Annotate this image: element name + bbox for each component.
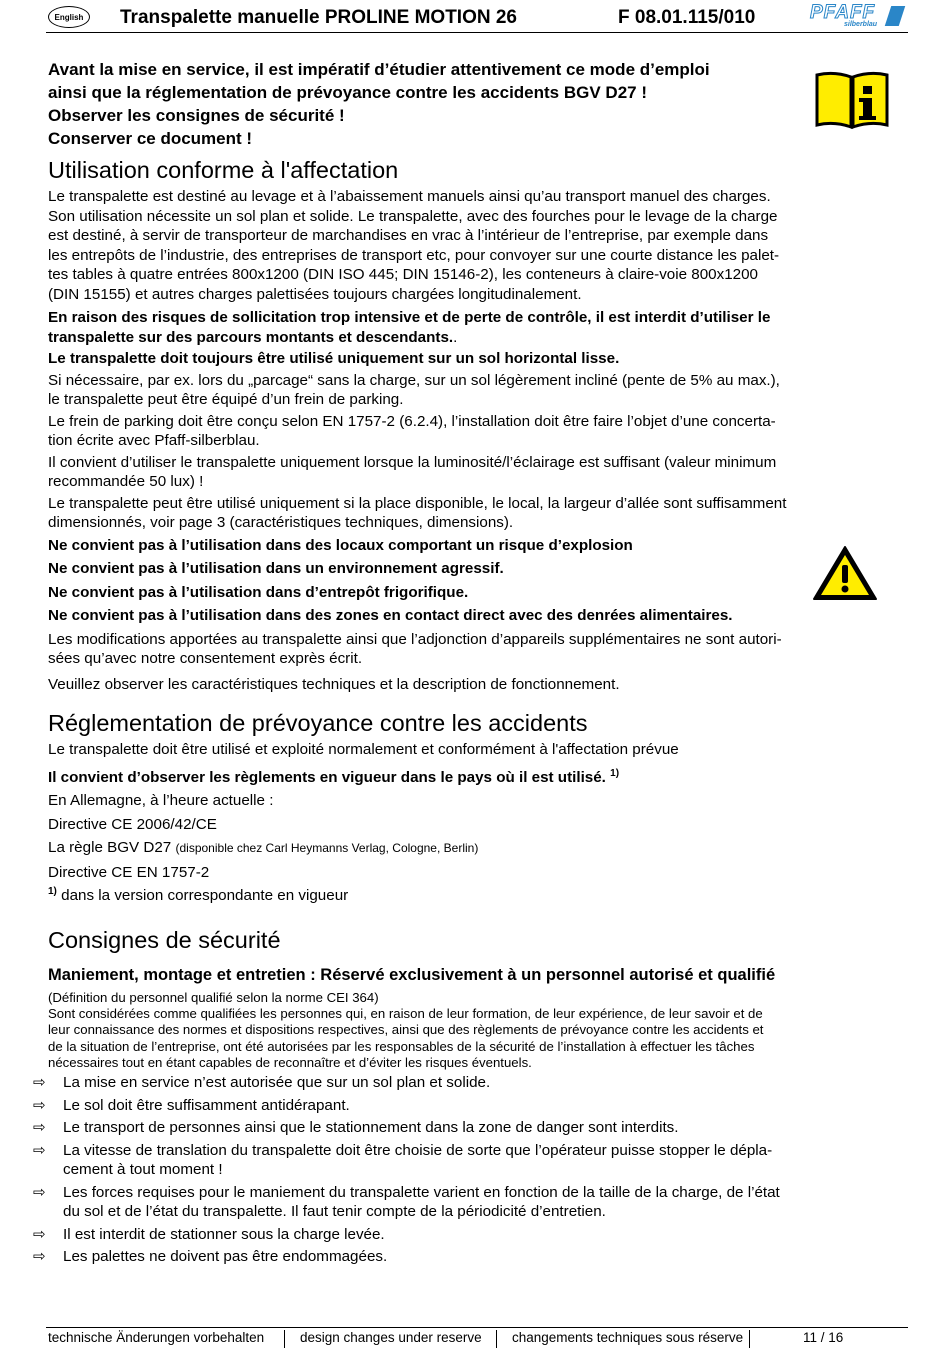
definition-paragraph	[48, 1006, 878, 1071]
arrow-icon: ⇨	[33, 1225, 46, 1243]
section-heading-intended-use: Utilisation conforme à l'affectation	[48, 157, 399, 183]
page-footer	[46, 1327, 908, 1354]
text-line: de la situation de l’entreprise, ont été autorisées par les responsables de la sécurité de l’installation à effectuer les tâches	[48, 1038, 755, 1054]
language-badge: English	[48, 6, 90, 28]
intro-line: Avant la mise en service, il est impératif d’étudier attentivement ce mode d’emploi	[48, 60, 710, 79]
text-line: (DIN 15155) et autres charges palettisées toujours chargées longitudinalement.	[48, 285, 582, 303]
intro-line: Observer les consignes de sécurité !	[48, 106, 345, 125]
page-header	[46, 4, 908, 33]
text-line: Directive CE EN 1757-2	[48, 863, 210, 881]
footer-note-de: technische Änderungen vorbehalten	[48, 1330, 265, 1345]
list-item: ⇨ Il est interdit de stationner sous la charge levée.	[33, 1225, 385, 1243]
text-line: Le frein de parking doit être conçu selon EN 1757-2 (6.2.4), l’installation doit être faire l’objet d’une concerta-	[48, 412, 776, 430]
text-line: nécessaires tout en étant capables de reconnaître et d’éviter les risques éventuels.	[48, 1054, 532, 1070]
modifications-paragraph	[48, 630, 878, 669]
footer-divider	[496, 1330, 497, 1348]
text-line: le transpalette peut être équipé d’un frein de parking.	[48, 391, 404, 408]
footer-note-en: design changes under reserve	[300, 1330, 482, 1345]
arrow-icon: ⇨	[33, 1096, 46, 1114]
text-line: Sont considérées comme qualifiées les personnes qui, en raison de leur formation, de leur expérience, de leur savoir et de	[48, 1005, 763, 1021]
safety-bullet-list	[33, 1073, 878, 1267]
unsuitable-item: Ne convient pas à l’utilisation dans un environnement agressif.	[48, 560, 504, 577]
text-line: Le transpalette peut être utilisé uniquement si la place disponible, le local, la largeur d’allée sont suffisamment	[48, 494, 787, 512]
intro-warning	[48, 58, 878, 150]
page-number: 11 / 16	[803, 1330, 844, 1345]
text-line: Le transpalette doit être utilisé et exploité normalement et conformément à l'affectation prévue	[48, 741, 679, 758]
safety-subheading: Maniement, montage et entretien : Réservé exclusivement à un personnel autorisé et qualifié	[48, 965, 776, 984]
text-line: dimensionnés, voir page 3 (caractéristiques techniques, dimensions).	[48, 514, 514, 531]
period: .	[453, 328, 458, 346]
text-line: tion écrite avec Pfaff-silberblau.	[48, 432, 260, 449]
list-item: ⇨ Le sol doit être suffisamment antidérapant.	[33, 1096, 350, 1114]
text-line: Il convient d’utiliser le transpalette uniquement lorsque la luminosité/l’éclairage est suffisant (valeur minimum	[48, 453, 777, 471]
text-line: Il convient d’observer les règlements en vigueur dans le pays où il est utilisé.	[48, 768, 606, 786]
text-line: Les modifications apportées au transpalette ainsi que l’adjonction d’appareils supplémentaires ne sont autori-	[48, 630, 782, 648]
text-line: Si nécessaire, par ex. lors du „parcage“ sans la charge, sur un sol légèrement incliné (pente de 5% au max.),	[48, 371, 780, 389]
list-item: ⇨ Le transport de personnes ainsi que le stationnement dans la zone de danger sont interdits.	[33, 1119, 679, 1137]
arrow-icon: ⇨	[33, 1183, 46, 1201]
observe-specs-paragraph: Veuillez observer les caractéristiques techniques et la description de fonctionnement.	[48, 675, 620, 693]
arrow-icon: ⇨	[33, 1141, 46, 1159]
brand-logo	[810, 4, 906, 30]
list-item: ⇨ Les forces requises pour le maniement du transpalette varient en fonction de la taille de la charge, de l’état du sol et de l’état du transpalette. Il faut tenir compte de la périodicité d’entretien.	[33, 1183, 780, 1221]
arrow-icon: ⇨	[33, 1248, 46, 1266]
text-line: Le transpalette est destiné au levage et à l’abaissement manuels ainsi qu’au transport manuel des charges.	[48, 188, 771, 205]
text-line: La règle BGV D27	[48, 839, 172, 857]
text-line: tes tables à quatre entrées 800x1200 (DIN ISO 445; DIN 15146-2), les conteneurs à claire-voie 800x1200	[48, 266, 759, 283]
unsuitable-item: Ne convient pas à l’utilisation dans des zones en contact direct avec des denrées alimentaires.	[48, 607, 733, 624]
footer-divider	[749, 1330, 750, 1348]
list-item: ⇨ La mise en service n’est autorisée que sur un sol plan et solide.	[33, 1074, 491, 1092]
logo-bar	[885, 6, 905, 26]
space-paragraph	[48, 494, 878, 533]
unsuitable-item: Ne convient pas à l’utilisation dans d’entrepôt frigorifique.	[48, 583, 469, 601]
text-line: leur connaissance des normes et dispositions respectives, ainsi que des règlements de prévoyance contre les accidents et	[48, 1022, 764, 1038]
text-line: recommandée 50 lux) !	[48, 473, 204, 490]
arrow-icon: ⇨	[33, 1119, 46, 1137]
lighting-paragraph	[48, 453, 878, 492]
footnote-text: dans la version correspondante en vigueur	[61, 887, 349, 905]
parking-paragraph	[48, 371, 878, 410]
arrow-icon: ⇨	[33, 1074, 46, 1092]
text-line: les entrepôts de l’industrie, des entreprises de transport etc, pour convoyer sur une courte distance les palet-	[48, 246, 780, 264]
text-line: En raison des risques de sollicitation trop intensive et de perte de contrôle, il est interdit d’utiliser le	[48, 309, 771, 326]
section-heading-safety: Consignes de sécurité	[48, 926, 281, 953]
intro-line: Conserver ce document !	[48, 129, 253, 148]
intro-line: ainsi que la réglementation de prévoyance contre les accidents BGV D27 !	[48, 83, 647, 102]
logo-subtext: silberblau	[844, 21, 878, 28]
logo-text: PFAFF	[810, 2, 876, 23]
section-heading-accident-prevention: Réglementation de prévoyance contre les accidents	[48, 710, 588, 736]
parking-brake-paragraph	[48, 412, 878, 451]
intended-use-paragraph	[48, 187, 878, 304]
text-line: sées qu’avec notre consentement exprès écrit.	[48, 650, 363, 667]
footer-note-fr: changements techniques sous réserve	[512, 1330, 744, 1345]
footnote-marker: 1)	[48, 886, 57, 898]
unsuitable-list	[48, 536, 878, 626]
document-number: F 08.01.115/010	[618, 7, 756, 28]
horizontal-floor-note: Le transpalette doit toujours être utilisé uniquement sur un sol horizontal lisse.	[48, 350, 620, 367]
text-line: est destiné, à servir de transporteur de marchandises en vrac à l’intérieur de l’entreprise, par exemple dans	[48, 227, 769, 244]
footer-divider	[284, 1330, 285, 1348]
unsuitable-item: Ne convient pas à l’utilisation dans des locaux comportant un risque d’explosion	[48, 536, 633, 554]
text-line: Son utilisation nécessite un sol plan et solide. Le transpalette, avec des fourches pour le levage de la charge	[48, 207, 778, 225]
footnote-marker: 1)	[610, 767, 620, 779]
text-line: En Allemagne, à l’heure actuelle :	[48, 792, 274, 810]
page-content	[33, 58, 878, 1267]
list-item: ⇨ La vitesse de translation du transpalette doit être choisie de sorte que l’opérateur puisse stopper le dépla- cement à tout moment !	[33, 1141, 773, 1179]
text-small: (disponible chez Carl Heymanns Verlag, Cologne, Berlin)	[175, 841, 479, 856]
text-line: Directive CE 2006/42/CE	[48, 815, 217, 833]
document-title: Transpalette manuelle PROLINE MOTION 26	[120, 7, 517, 28]
definition-line: (Définition du personnel qualifié selon la norme CEI 364)	[48, 989, 379, 1005]
list-item: ⇨ Les palettes ne doivent pas être endommagées.	[33, 1248, 388, 1266]
slope-warning	[48, 308, 878, 347]
text-line: transpalette sur des parcours montants et descendants.	[48, 328, 454, 346]
